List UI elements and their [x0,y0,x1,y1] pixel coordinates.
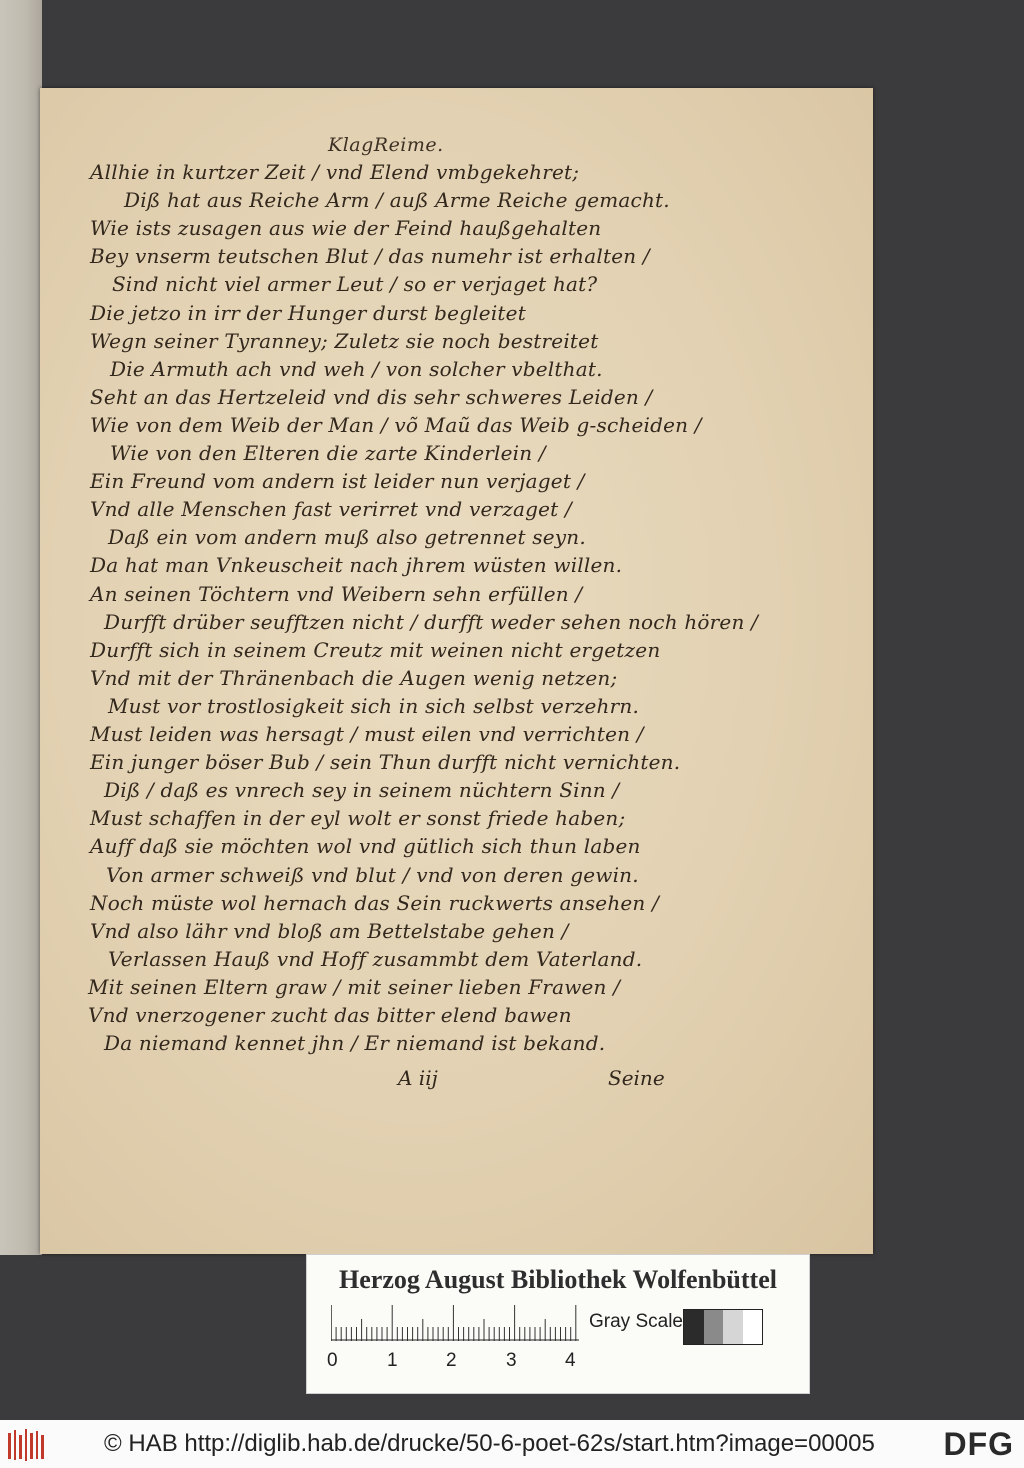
verse-line: Vnd mit der Thränenbach die Augen wenig netzen; [90,665,618,690]
verse-line: Must vor trostlosigkeit sich in sich selbst verzehrn. [108,693,640,718]
library-color-card [306,1254,810,1394]
verse-line: Wie von den Elteren die zarte Kinderlein / [110,441,546,465]
catchword: Seine [608,1066,665,1090]
ruler-label-3: 3 [506,1350,517,1371]
footer-bar [0,1420,1024,1468]
running-header: KlagReime. [328,134,444,156]
dfg-logo: DFG [943,1426,1014,1462]
verse-line: Auff daß sie möchten wol vnd gütlich sich thun laben [90,834,641,859]
gray-swatch-4 [743,1310,763,1344]
verse-line: Verlassen Hauß vnd Hoff zusammbt dem Vaterland. [108,946,643,971]
ruler-label-4: 4 [565,1350,576,1371]
verse-line: Die jetzo in irr der Hunger durst begleitet [90,300,526,325]
ruler-label-1: 1 [387,1350,398,1371]
barcode-logo-icon [6,1427,48,1463]
verse-line: Wie ists zusagen aus wie der Feind haußgehalten [90,216,602,241]
adjacent-page-edge [0,0,42,1255]
verse-line: Da niemand kennet jhn / Er niemand ist bekand. [104,1031,606,1056]
verse-line: Sind nicht viel armer Leut / so er verjaget hat? [112,272,598,297]
verse-line: Daß ein vom andern muß also getrennet seyn. [108,525,586,550]
verse-line: Allhie in kurtzer Zeit / vnd Elend vmbgekehret; [90,160,580,184]
library-name: Herzog August Bibliothek Wolfenbüttel [339,1265,777,1294]
verse-line: Diß hat aus Reiche Arm / auß Arme Reiche gemacht. [124,188,670,213]
ruler-label-0: 0 [327,1350,338,1371]
verse-line: Durfft drüber seufftzen nicht / durfft weder sehen noch hören / [104,609,759,634]
verse-line: Must leiden was hersagt / must eilen vnd verrichten / [90,722,644,746]
verse-line: Vnd also lähr vnd bloß am Bettelstabe gehen / [90,918,569,943]
verse-line: Diß / daß es vnrech sey in seinem nüchtern Sinn / [104,778,620,803]
verse-line: Die Armuth ach vnd weh / von solcher vbelthat. [110,356,603,381]
verse-line: Vnd alle Menschen fast verirret vnd verzaget / [90,497,572,522]
ruler-scale [331,1305,579,1341]
verse-line: Bey vnserm teutschen Blut / das numehr ist erhalten / [90,244,650,269]
verse-line: Ein junger böser Bub / sein Thun durfft nicht vernichten. [90,750,681,775]
verse-line: Von armer schweiß vnd blut / vnd von deren gewin. [106,862,639,887]
gray-swatch-2 [704,1310,724,1344]
verse-line: Must schaffen in der eyl wolt er sonst friede haben; [90,806,626,831]
gray-scale-swatches [683,1309,763,1345]
signature-mark: A iij [398,1066,438,1090]
verse-line: Da hat man Vnkeuscheit nach jhrem wüsten willen. [90,553,623,578]
gray-swatch-1 [684,1310,704,1344]
verse-line: Wegn seiner Tyranney; Zuletz sie noch bestreitet [90,328,599,353]
verse-line: Vnd vnerzogener zucht das bitter elend bawen [88,1003,572,1027]
ruler-label-2: 2 [446,1350,457,1371]
gray-swatch-3 [723,1310,743,1344]
verse-line: An seinen Töchtern vnd Weibern sehn erfüllen / [90,581,583,606]
verse-line: Wie von dem Weib der Man / võ Maũ das Weib g-scheiden / [90,412,702,437]
copyright-link[interactable]: © HAB http://diglib.hab.de/drucke/50-6-poet-62s/start.htm?image=00005 [104,1430,875,1457]
verse-line: Mit seinen Eltern graw / mit seiner lieben Frawen / [88,974,621,999]
verse-line: Ein Freund vom andern ist leider nun verjaget / [90,469,585,494]
verse-line: Durfft sich in seinem Creutz mit weinen nicht ergetzen [90,637,661,662]
gray-scale-label: Gray Scale [589,1311,683,1332]
verse-line: Noch müste wol hernach das Sein ruckwerts ansehen / [90,890,660,915]
verse-line: Seht an das Hertzeleid vnd dis sehr schweres Leiden / [90,384,653,409]
